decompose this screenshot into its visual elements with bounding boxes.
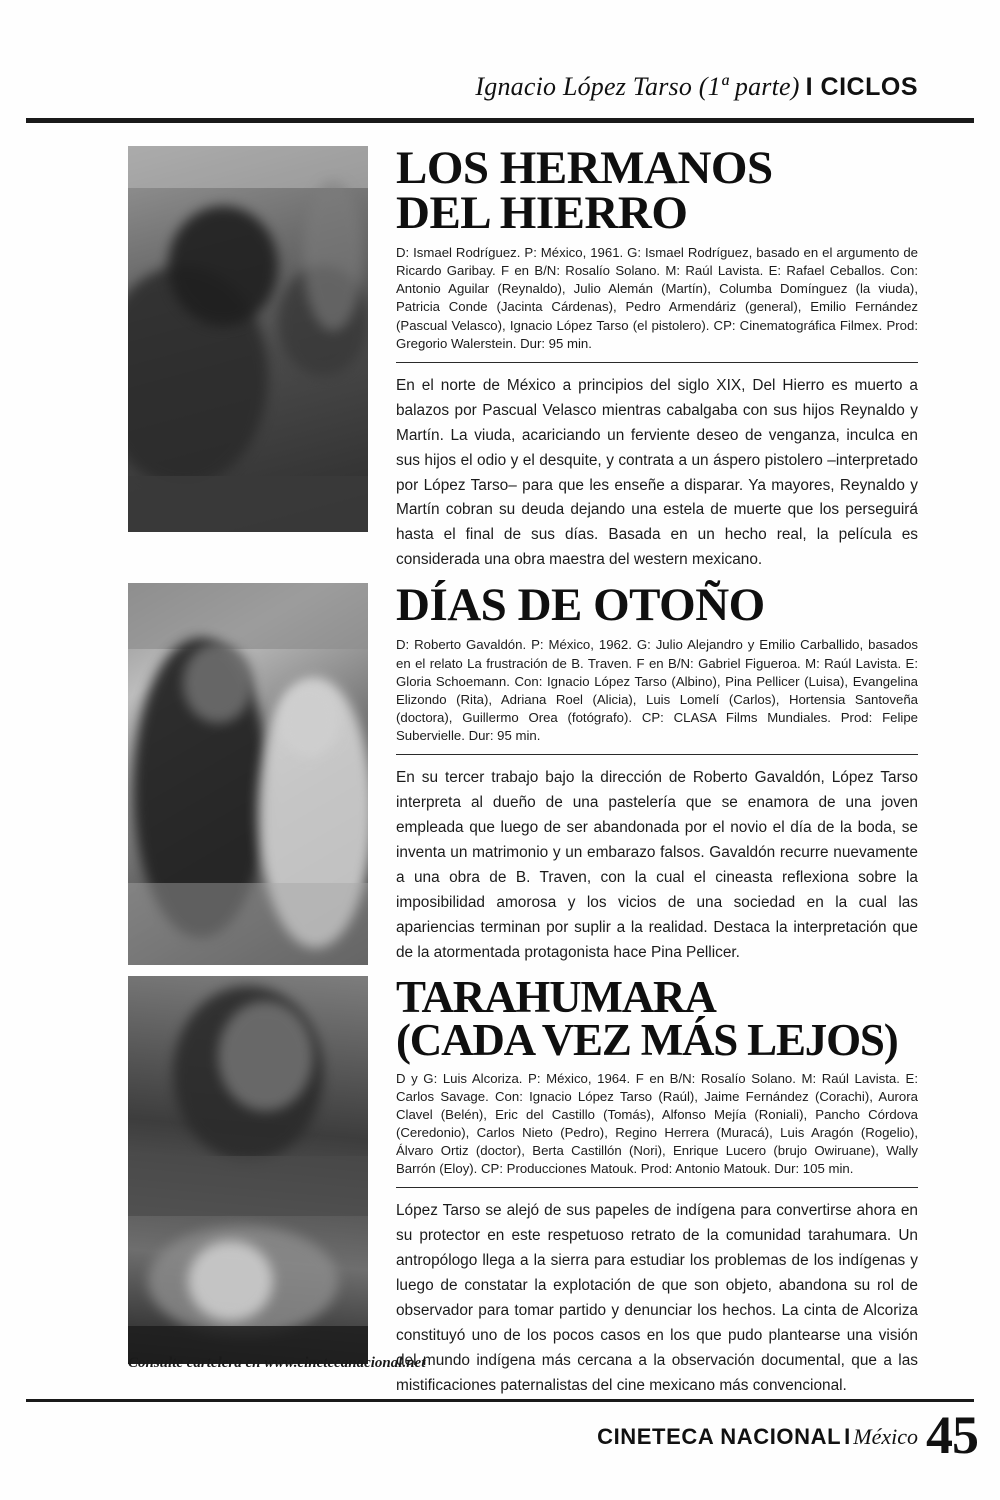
film-text-column [368,579,918,965]
film-still-image [128,583,368,965]
film-credits: D y G: Luis Alcoriza. P: México, 1964. F en B/N: Rosalío Solano. M: Raúl Lavista. E: Carlos Savage. Con: Ignacio López Tarso (Raúl), Jaime Fernández (Corachi), Aurora Clavel (Belén), Eric del Castillo (Tomás), Alfonso Mejía (Roniali), Pancho Córdova (Ceredonio), Carlos Nieto (Pedro), Regino Herrera (Muracá), Luis Aragón (Rogelio), Álvaro Ortiz (doctor), Berta Castillón (Nori), Enrique Lucero (brujo Owiruane), Wally Barrón (Eloy). CP: Producciones Matouk. Prod: Antonio Matouk. Dur: 105 min. [396,1070,918,1188]
film-title-line-2: (CADA VEZ MÁS LEJOS) [396,1014,898,1065]
brand-country: México [853,1424,918,1449]
page-number: 45 [926,1405,978,1465]
film-entry [128,142,918,573]
brand-separator: I [844,1424,851,1449]
header-divider [26,118,974,123]
film-synopsis: En el norte de México a principios del siglo XIX, Del Hierro es muerto a balazos por Pascual Velasco mientras cabalgaba con sus hijos Reynaldo y Martín. La viuda, acariciando un ferviente deseo de venganza, inculca en sus hijos el odio y el desquite, y contrata a un áspero pistolero –interpretado por López Tarso– para que les enseñe a disparar. Ya mayores, Reynaldo y Martín cobran su deuda dejando una estela de muerte que los perseguirá hasta el final de sus días. Basada en un hecho real, la película es considerada una obra maestra del western mexicano. [396,376,918,569]
film-title-line-2: DEL HIERRO [396,187,688,240]
film-title-line-1: TARAHUMARA [396,971,716,1022]
footer-brand [597,1424,918,1450]
film-title-line-1: LOS HERMANOS [396,142,773,194]
film-title [396,971,918,1065]
film-synopsis: En su tercer trabajo bajo la dirección de Roberto Gavaldón, López Tarso interpreta al dueño de una pastelería que se enamora de una joven empleada que luego de ser abandonada por el novio el día de la boda, se inventa un matrimonio y un embarazo falsos. Gavaldón recurre nuevamente a una obra de B. Traven, con la cual el cineasta reflexiona sobre la imposibilidad amorosa y los vicios de una sociedad en la cual las apariencias terminan por suplir a la realidad. Destaca la interpretación que de la atormentada protagonista hace Pina Pellicer. [396,768,918,961]
film-text-column [368,142,918,573]
film-entries [128,142,918,1409]
film-text-column [368,971,918,1399]
page-header [0,72,1000,102]
section-label: I CICLOS [805,73,918,101]
film-title [396,579,918,632]
cycle-title: Ignacio López Tarso (1ª parte) [475,72,800,101]
film-still-image [128,976,368,1364]
footer-divider [26,1399,974,1402]
film-still-image [128,146,368,532]
film-entry [128,579,918,965]
film-title [396,142,918,240]
cartelera-note: Consulte cartelera en www.cinetecanacional.net [128,1355,426,1371]
film-credits: D: Roberto Gavaldón. P: México, 1962. G: Julio Alejandro y Emilio Carballido, basados en el relato La frustración de B. Traven. F en B/N: Gabriel Figueroa. M: Raúl Lavista. E: Gloria Schoemann. Con: Ignacio López Tarso (Albino), Pina Pellicer (Luisa), Evangelina Elizondo (Rita), Adriana Roel (Alicia), Luis Lomelí (Carlos), Hortensia Santoveña (doctora), Guillermo Orea (fotógrafo). CP: CLASA Films Mundiales. Prod: Felipe Subervielle. Dur: 95 min. [396,636,918,754]
film-credits: D: Ismael Rodríguez. P: México, 1961. G: Ismael Rodríguez, basado en el argumento de Ricardo Garibay. F en B/N: Rosalío Solano. M: Raúl Lavista. E: Rafael Ceballos. Con: Antonio Aguilar (Reynaldo), Julio Alemán (Martín), Columba Domínguez (la viuda), Patricia Conde (Jacinta Cárdenas), Pedro Armendáriz (general), Emilio Fernández (Pascual Velasco), Ignacio López Tarso (el pistolero). CP: Cinematográfica Filmex. Prod: Gregorio Walerstein. Dur: 95 min. [396,244,918,362]
film-title-line-1: DÍAS DE OTOÑO [396,579,765,632]
film-entry [128,971,918,1399]
film-synopsis: López Tarso se alejó de sus papeles de indígena para convertirse ahora en su protector en este respetuoso retrato de la comunidad tarahumara. Un antropólogo llega a la sierra para estudiar los problemas de los indígenas y luego de constatar la explotación de que son objeto, abandona su rol de observador para tomar partido y denunciar los hechos. La cinta de Alcoriza constituyó uno de los pocos casos en los que pudo plantearse una visión del mundo indígena más cercana a la observación documental, que a las mistificaciones paternalistas del cine mexicano más convencional. [396,1202,918,1395]
brand-name: CINETECA NACIONAL [597,1424,842,1449]
